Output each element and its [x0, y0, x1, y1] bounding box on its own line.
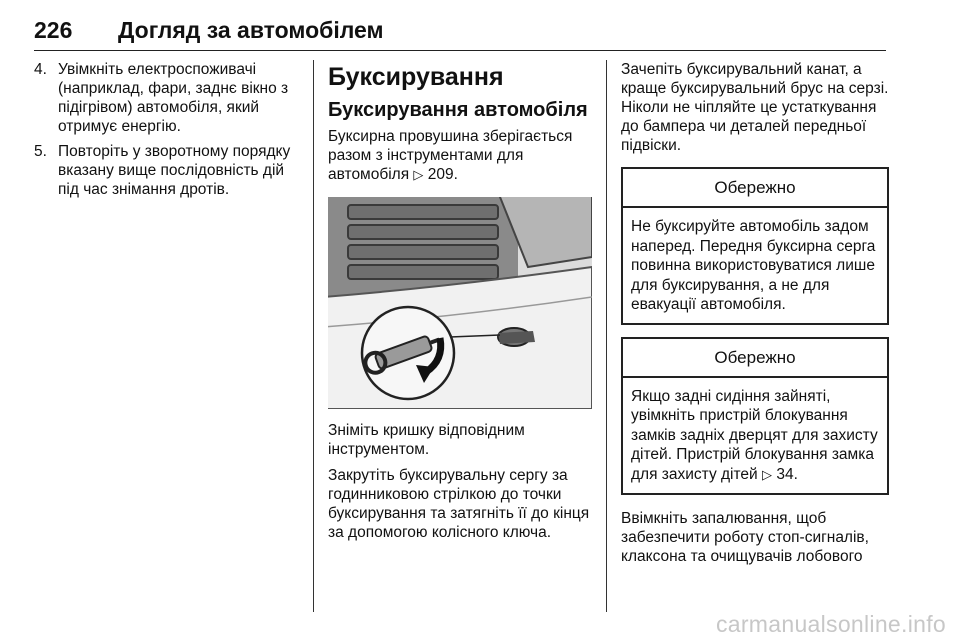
step-text: Увімкніть електроспоживачі (наприклад, фари, заднє вікно з підігрівом) автомобіля, який отримує енергію.	[58, 61, 289, 135]
caution-box	[621, 167, 889, 325]
cross-reference-arrow-icon: ▷	[413, 168, 424, 183]
watermark: carmanualsonline.info	[715, 611, 946, 637]
column-3	[621, 60, 889, 566]
intro-text: Буксирна провушина зберігається разом з інструментами для автомобіля	[328, 128, 573, 183]
step-number: 4.	[34, 61, 47, 78]
list-item	[34, 142, 302, 199]
column-divider-right	[606, 60, 607, 612]
section-title: Буксирування	[328, 63, 504, 91]
caution-title: Обережно	[623, 339, 887, 378]
step-text: Повторіть у зворотному порядку вказану вище послідовність дій під час знімання дротів.	[58, 143, 291, 198]
caution-title: Обережно	[623, 169, 887, 208]
towing-eye-drawing	[328, 197, 592, 409]
page-number: 226	[34, 16, 73, 43]
caution-text: Якщо задні сидіння зайняті, увімкніть пристрій блокування замків задніх дверцят для захисту дітей. Пристрій блокування замка для захисту дітей ▷ 34.	[631, 387, 878, 483]
attach-rope-paragraph: Зачепіть буксирувальний канат, а краще буксирувальний брус на серзі. Ніколи не чіпляйте це устаткування до бампера чи деталей передньої підвіски.	[621, 61, 889, 154]
column-2	[328, 60, 592, 542]
list-item	[34, 60, 302, 136]
screw-in-paragraph: Закрутіть буксирувальну сергу за годинниковою стрілкою до точки буксирування та затягніть її до кінця за допомогою колісного ключа.	[328, 467, 590, 541]
intro-paragraph	[328, 127, 592, 185]
towing-eye-illustration	[328, 197, 592, 409]
column-divider-left	[313, 60, 314, 612]
intro-page-ref[interactable]: 209.	[427, 166, 458, 183]
steps-list	[34, 60, 302, 199]
column-1	[34, 60, 302, 205]
step-number: 5.	[34, 143, 47, 160]
cross-reference-arrow-icon: ▷	[762, 467, 773, 483]
remove-cover-paragraph: Зніміть кришку відповідним інструментом.	[328, 422, 525, 458]
caution-box	[621, 337, 889, 496]
ignition-paragraph: Ввімкніть запалювання, щоб забезпечити роботу стоп-сигналів, клаксона та очищувачів лобового	[621, 510, 869, 565]
chapter-title: Догляд за автомобілем	[118, 16, 384, 43]
caution-text: Не буксируйте автомобіль задом наперед. Передня буксирна серга повинна використовуватися лише для буксирування, а не для евакуації автомобіля.	[631, 218, 876, 313]
page-header	[34, 10, 886, 51]
caution-page-ref[interactable]: 34.	[776, 465, 798, 483]
subsection-title: Буксирування автомобіля	[328, 99, 588, 121]
